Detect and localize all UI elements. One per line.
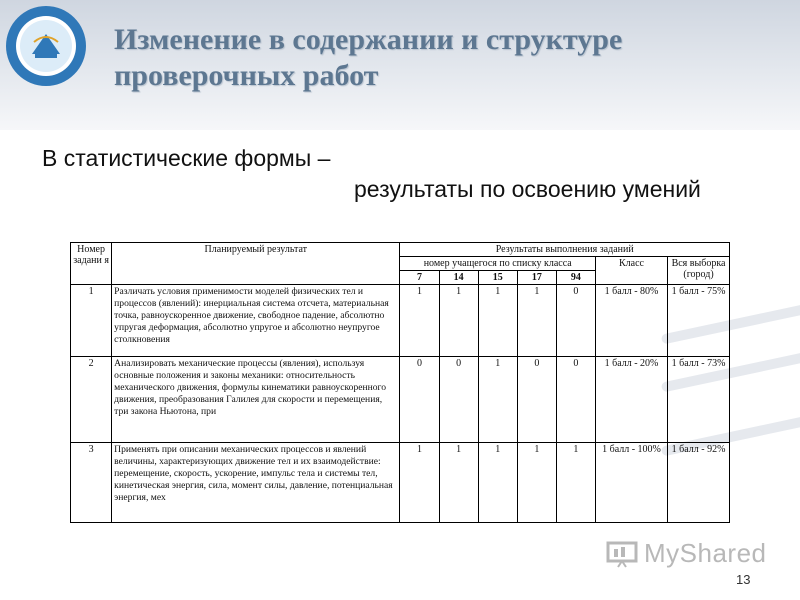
- page-number: 13: [736, 572, 751, 587]
- institution-seal-icon: [4, 4, 88, 88]
- class-result: 1 балл - 100%: [595, 443, 667, 523]
- score-cell: 1: [478, 357, 517, 443]
- student-id: 17: [517, 271, 556, 285]
- subtitle-line-1: В статистические формы –: [42, 145, 331, 171]
- full-sample-result: 1 балл - 92%: [668, 443, 730, 523]
- header-class: Класс: [595, 257, 667, 285]
- score-cell: 1: [400, 443, 439, 523]
- score-cell: 0: [556, 357, 595, 443]
- class-result: 1 балл - 80%: [595, 285, 667, 357]
- score-cell: 1: [517, 285, 556, 357]
- table-row: [71, 285, 730, 357]
- score-cell: 0: [556, 285, 595, 357]
- task-number: 2: [71, 357, 112, 443]
- task-number: 3: [71, 443, 112, 523]
- score-cell: 1: [478, 285, 517, 357]
- task-description: Различать условия применимости моделей физических тел и процессов (явлений): инерциальная система отсчета, материальная точка, равноускоренное движение, свободное падение, абсолютно упругая деформация, абсолютно упругое и абсолютно неупругое столкновения: [112, 285, 400, 357]
- score-cell: 1: [439, 285, 478, 357]
- header-task-number: Номер задани я: [71, 243, 112, 285]
- header-planned-result: Планируемый результат: [112, 243, 400, 285]
- score-cell: 0: [439, 357, 478, 443]
- subtitle-line-2: результаты по освоению умений: [354, 176, 701, 202]
- slide-title: [114, 22, 754, 94]
- score-cell: 1: [556, 443, 595, 523]
- score-cell: 1: [439, 443, 478, 523]
- table-row: [71, 357, 730, 443]
- header-full-sample: Вся выборка (город): [668, 257, 730, 285]
- task-number: 1: [71, 285, 112, 357]
- score-cell: 0: [517, 357, 556, 443]
- student-id: 15: [478, 271, 517, 285]
- class-result: 1 балл - 20%: [595, 357, 667, 443]
- watermark-text: MyShared: [644, 538, 767, 568]
- results-table-container: [70, 242, 730, 538]
- header-student-numbers: номер учащегося по списку класса: [400, 257, 596, 271]
- results-table: [70, 242, 730, 523]
- task-description: Применять при описании механических процессов и явлений величины, характеризующих движение тел и их взаимодействие: перемещение, скорость, ускорение, импульс тела и системы тел, кинетическая энергия, сила, момент силы, давление, потенциальная энергия, мех: [112, 443, 400, 523]
- score-cell: 1: [400, 285, 439, 357]
- watermark: [606, 538, 767, 569]
- full-sample-result: 1 балл - 75%: [668, 285, 730, 357]
- score-cell: 1: [478, 443, 517, 523]
- presentation-board-icon: [606, 540, 640, 568]
- score-cell: 0: [400, 357, 439, 443]
- header-results: Результаты выполнения заданий: [400, 243, 730, 257]
- student-id: 14: [439, 271, 478, 285]
- task-description: Анализировать механические процессы (явления), используя основные положения и законы механики: относительность механического движения, формулы кинематики равноускоренного движения, преобразования Галилея для скорости и перемещения, три закона Ньютона, при: [112, 357, 400, 443]
- slide-title-line-1: Изменение в содержании и структуре: [114, 23, 623, 56]
- table-row: [71, 443, 730, 523]
- slide-title-line-2: проверочных работ: [114, 59, 379, 92]
- student-id: 7: [400, 271, 439, 285]
- table-header-row: [71, 243, 730, 257]
- full-sample-result: 1 балл - 73%: [668, 357, 730, 443]
- score-cell: 1: [517, 443, 556, 523]
- student-id: 94: [556, 271, 595, 285]
